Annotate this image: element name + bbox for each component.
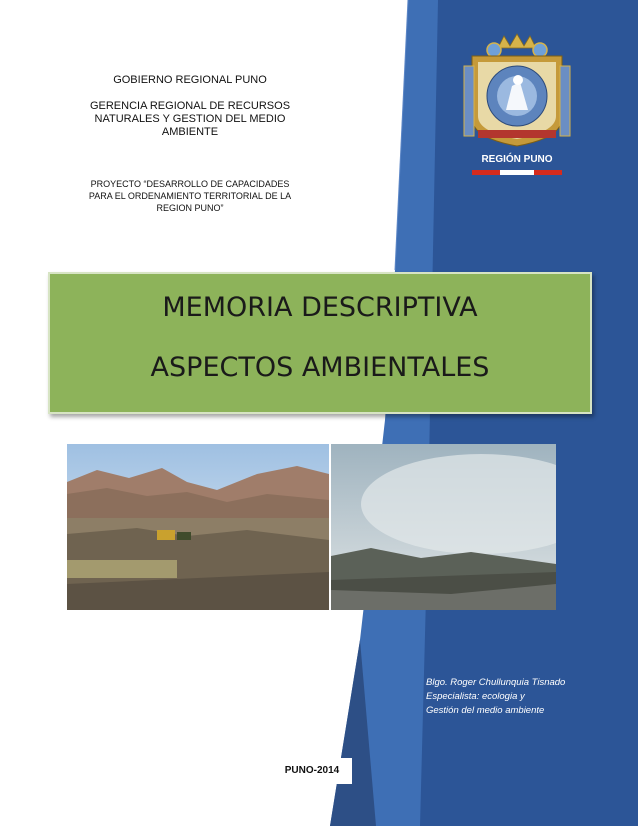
dept-line-2: NATURALES Y GESTION DEL MEDIO <box>94 113 286 125</box>
photo-mining-landscape <box>67 444 329 610</box>
gov-title: GOBIERNO REGIONAL PUNO <box>113 74 267 86</box>
photo-misty-hillside <box>331 444 556 610</box>
title-aspectos: ASPECTOS AMBIENTALES <box>150 352 490 383</box>
region-puno-logo <box>458 30 576 180</box>
author-block <box>426 676 606 718</box>
project-line-1: PROYECTO “DESARROLLO DE CAPACIDADES <box>90 179 290 189</box>
publication-date: PUNO-2014 <box>272 758 352 784</box>
author-role-2: Gestión del medio ambiente <box>426 705 545 716</box>
title-banner <box>48 272 592 414</box>
title-memoria: MEMORIA DESCRIPTIVA <box>162 292 478 323</box>
project-line-3: REGION PUNO” <box>156 203 224 213</box>
author-name: Blgo. Roger Chullunquia Tisnado <box>426 677 566 688</box>
logo-caption: REGIÓN PUNO <box>481 154 553 165</box>
dept-line-1: GERENCIA REGIONAL DE RECURSOS <box>89 100 291 112</box>
author-role-1: Especialista: ecologia y <box>426 691 525 702</box>
project-line-2: PARA EL ORDENAMIENTO TERRITORIAL DE LA <box>88 191 292 201</box>
dept-line-3: AMBIENTE <box>161 126 219 138</box>
